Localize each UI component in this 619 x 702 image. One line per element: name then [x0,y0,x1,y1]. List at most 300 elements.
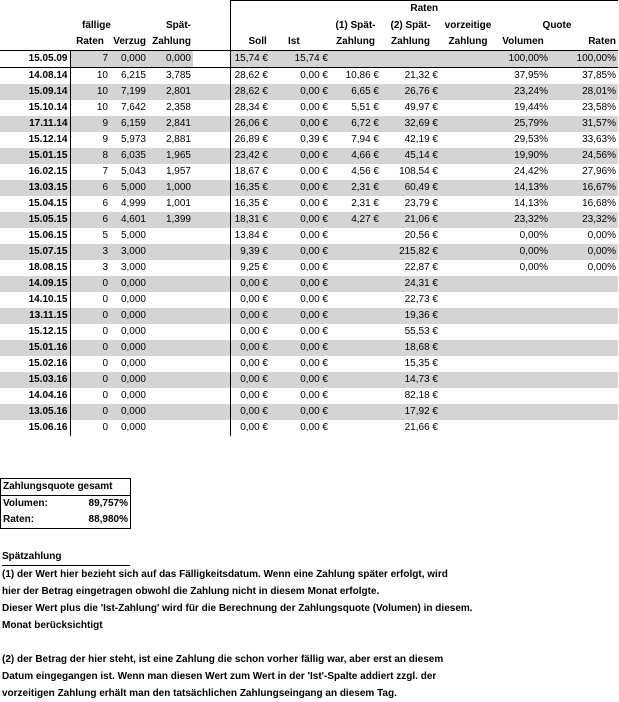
summary-volumen-label: Volumen: [3,498,48,509]
row-spaet: 1,000 [148,180,193,196]
table-row [0,116,618,132]
table-row [0,100,618,116]
row-date: 15.10.14 [0,100,70,116]
row-quote-volumen [496,276,550,292]
row-spaet2: 21,66 € [381,420,440,436]
row-date: 14.04.16 [0,388,70,404]
row-date: 15.12.14 [0,132,70,148]
note-line: Monat berücksichtigt [2,620,103,631]
row-ist: 0,00 € [270,404,330,420]
row-vorzeitige [440,276,496,292]
row-faellige: 0 [70,292,110,308]
row-spaet [148,388,193,404]
row-soll: 26,89 € [230,132,270,148]
row-soll: 28,62 € [230,67,270,84]
table-row [0,324,618,340]
row-spaet1: 4,27 € [330,212,381,228]
row-spaet1: 5,51 € [330,100,381,116]
row-vorzeitige [440,356,496,372]
row-quote-raten: 100,00% [550,50,618,67]
row-quote-volumen: 19,44% [496,100,550,116]
table-row [0,388,618,404]
row-spaet2: 15,35 € [381,356,440,372]
row-spaet [148,356,193,372]
row-quote-volumen [496,308,550,324]
row-spaet2: 22,87 € [381,260,440,276]
row-faellige: 3 [70,260,110,276]
row-vorzeitige [440,100,496,116]
table-row [0,404,618,420]
row-verzug: 7,642 [110,100,148,116]
row-vorzeitige [440,324,496,340]
row-ist: 0,00 € [270,244,330,260]
row-quote-raten: 31,57% [550,116,618,132]
row-ist: 0,00 € [270,196,330,212]
note-2 [2,651,612,702]
notes-title: Spätzahlung [2,548,130,566]
row-faellige: 0 [70,404,110,420]
row-date: 15.04.15 [0,196,70,212]
row-soll: 0,00 € [230,324,270,340]
row-ist: 0,00 € [270,324,330,340]
row-soll: 18,31 € [230,212,270,228]
row-spaet2 [381,50,440,67]
row-spaet1 [330,50,381,67]
row-verzug: 0,000 [110,50,148,67]
header-volumen: Volumen [496,34,550,51]
row-soll: 0,00 € [230,340,270,356]
row-date: 15.01.15 [0,148,70,164]
row-verzug: 0,000 [110,276,148,292]
row-vorzeitige [440,244,496,260]
row-quote-volumen: 0,00% [496,228,550,244]
row-date: 15.05.09 [0,50,70,67]
row-quote-raten [550,388,618,404]
row-spaet1 [330,308,381,324]
row-spaet2: 21,32 € [381,67,440,84]
row-quote-raten [550,308,618,324]
row-faellige: 0 [70,308,110,324]
row-faellige: 7 [70,164,110,180]
row-faellige: 0 [70,276,110,292]
row-ist: 0,00 € [270,276,330,292]
row-spaet1 [330,356,381,372]
row-spaet [148,292,193,308]
row-date: 15.09.14 [0,84,70,100]
row-quote-raten [550,372,618,388]
row-date: 18.08.15 [0,260,70,276]
table-row [0,84,618,100]
row-spaet: 2,841 [148,116,193,132]
row-soll: 13,84 € [230,228,270,244]
row-vorzeitige [440,292,496,308]
row-quote-raten: 23,58% [550,100,618,116]
row-verzug: 5,973 [110,132,148,148]
row-vorzeitige [440,228,496,244]
row-spaet2: 42,19 € [381,132,440,148]
row-vorzeitige [440,260,496,276]
row-faellige: 0 [70,324,110,340]
row-soll: 26,06 € [230,116,270,132]
row-soll: 16,35 € [230,196,270,212]
row-verzug: 0,000 [110,420,148,436]
row-verzug: 0,000 [110,308,148,324]
row-quote-raten [550,404,618,420]
row-verzug: 3,000 [110,260,148,276]
row-vorzeitige [440,388,496,404]
row-ist: 0,00 € [270,84,330,100]
row-quote-volumen: 19,90% [496,148,550,164]
row-quote-volumen [496,292,550,308]
row-ist: 0,00 € [270,292,330,308]
row-soll: 0,00 € [230,292,270,308]
row-soll: 0,00 € [230,420,270,436]
row-spaet: 1,957 [148,164,193,180]
row-faellige: 0 [70,420,110,436]
row-vorzeitige [440,67,496,84]
row-date: 15.07.15 [0,244,70,260]
row-date: 15.03.16 [0,372,70,388]
row-spaet2: 23,79 € [381,196,440,212]
row-spaet [148,324,193,340]
row-spaet [148,372,193,388]
summary-volumen-value: 89,757% [88,498,128,509]
row-vorzeitige [440,196,496,212]
row-quote-raten: 24,56% [550,148,618,164]
row-soll: 16,35 € [230,180,270,196]
row-quote-volumen [496,340,550,356]
row-faellige: 6 [70,212,110,228]
row-spaet2: 22,73 € [381,292,440,308]
row-spaet2: 55,53 € [381,324,440,340]
row-soll: 0,00 € [230,372,270,388]
row-faellige: 3 [70,244,110,260]
row-verzug: 7,199 [110,84,148,100]
row-spaet2: 82,18 € [381,388,440,404]
row-spaet1: 6,72 € [330,116,381,132]
note-line: hier der Betrag eingetragen obwohl die Zahlung nicht in diesem Monat erfolgte. [2,586,380,597]
row-date: 13.11.15 [0,308,70,324]
row-spaet1 [330,388,381,404]
row-verzug: 4,999 [110,196,148,212]
row-ist: 0,00 € [270,420,330,436]
row-spaet1: 2,31 € [330,196,381,212]
row-date: 15.02.16 [0,356,70,372]
row-soll: 0,00 € [230,308,270,324]
row-soll: 0,00 € [230,388,270,404]
row-vorzeitige [440,372,496,388]
row-date: 15.06.15 [0,228,70,244]
row-verzug: 0,000 [110,388,148,404]
row-quote-volumen: 23,24% [496,84,550,100]
row-faellige: 9 [70,132,110,148]
row-date: 15.12.15 [0,324,70,340]
table-row [0,292,618,308]
row-ist: 0,00 € [270,372,330,388]
header-ist: Ist [270,34,330,51]
row-vorzeitige [440,340,496,356]
row-spaet: 2,358 [148,100,193,116]
row-spaet [148,420,193,436]
row-spaet: 1,001 [148,196,193,212]
row-quote-raten: 27,96% [550,164,618,180]
row-vorzeitige [440,164,496,180]
row-quote-volumen [496,420,550,436]
row-quote-raten: 0,00% [550,260,618,276]
row-verzug: 0,000 [110,372,148,388]
row-soll: 9,25 € [230,260,270,276]
row-spaet2: 45,14 € [381,148,440,164]
row-spaet1 [330,260,381,276]
row-date: 13.05.16 [0,404,70,420]
row-spaet1 [330,244,381,260]
header-verzug: Verzug [110,34,148,51]
row-spaet2: 17,92 € [381,404,440,420]
table-row [0,244,618,260]
header-faellige-2: Raten [70,34,110,51]
table-row [0,308,618,324]
header-soll: Soll [230,34,270,51]
note-line: Datum eingegangen ist. Wenn man diesen Wert zum Wert in der 'Ist'-Spalte addiert zzgl. der [2,671,437,682]
header-spaet2-2: Zahlung [381,34,440,51]
row-quote-raten [550,276,618,292]
row-spaet2: 18,68 € [381,340,440,356]
row-verzug: 3,000 [110,244,148,260]
note-line: vorzeitigen Zahlung erhält man den tatsächlichen Zahlungseingang an diesem Tag. [2,688,397,699]
row-spaet1 [330,276,381,292]
row-verzug: 0,000 [110,356,148,372]
notes-section [2,548,612,702]
row-spaet1 [330,404,381,420]
group-header-raten: Raten [230,1,618,18]
row-date: 15.05.15 [0,212,70,228]
row-ist: 0,00 € [270,228,330,244]
row-vorzeitige [440,116,496,132]
row-soll: 0,00 € [230,356,270,372]
row-spaet: 1,965 [148,148,193,164]
header-spaet-2: Zahlung [148,34,193,51]
row-faellige: 9 [70,116,110,132]
table-row [0,212,618,228]
row-verzug: 5,000 [110,180,148,196]
header-faellige: fällige [70,18,148,34]
summary-box [0,478,131,529]
row-spaet2: 24,31 € [381,276,440,292]
row-faellige: 8 [70,148,110,164]
row-spaet2: 108,54 € [381,164,440,180]
row-ist: 0,00 € [270,308,330,324]
table-row [0,340,618,356]
row-spaet2: 215,82 € [381,244,440,260]
row-spaet1 [330,372,381,388]
row-verzug: 0,000 [110,404,148,420]
row-spaet1 [330,228,381,244]
row-faellige: 7 [70,50,110,67]
row-vorzeitige [440,132,496,148]
row-quote-raten: 16,68% [550,196,618,212]
table-row [0,148,618,164]
row-quote-raten [550,292,618,308]
row-ist: 0,00 € [270,164,330,180]
row-ist: 0,00 € [270,180,330,196]
row-ist: 0,00 € [270,212,330,228]
row-spaet2: 19,36 € [381,308,440,324]
row-spaet2: 49,97 € [381,100,440,116]
row-quote-volumen: 23,32% [496,212,550,228]
row-quote-raten [550,420,618,436]
row-ist: 0,00 € [270,148,330,164]
row-ist: 0,00 € [270,388,330,404]
row-quote-volumen: 0,00% [496,244,550,260]
row-quote-volumen: 100,00% [496,50,550,67]
row-ist: 0,00 € [270,67,330,84]
row-soll: 15,74 € [230,50,270,67]
row-date: 15.01.16 [0,340,70,356]
row-soll: 23,42 € [230,148,270,164]
row-ist: 0,00 € [270,340,330,356]
row-spaet2: 20,56 € [381,228,440,244]
table-row [0,228,618,244]
row-quote-raten [550,340,618,356]
header-spaet1: (1) Spät- [330,18,381,34]
header-spaet1-2: Zahlung [330,34,381,51]
note-line: Dieser Wert plus die 'Ist-Zahlung' wird für die Berechnung der Zahlungsquote (Volumen) in diesem. [2,603,473,614]
row-date: 15.06.16 [0,420,70,436]
row-quote-volumen [496,324,550,340]
row-verzug: 4,601 [110,212,148,228]
row-spaet: 1,399 [148,212,193,228]
table-row [0,132,618,148]
row-spaet1: 2,31 € [330,180,381,196]
row-spaet: 3,785 [148,67,193,84]
row-verzug: 6,159 [110,116,148,132]
row-quote-raten: 0,00% [550,244,618,260]
row-faellige: 0 [70,372,110,388]
row-quote-raten: 23,32% [550,212,618,228]
row-date: 14.09.15 [0,276,70,292]
table-row [0,276,618,292]
row-quote-volumen: 29,53% [496,132,550,148]
row-verzug: 0,000 [110,292,148,308]
row-vorzeitige [440,212,496,228]
row-vorzeitige [440,420,496,436]
row-verzug: 5,000 [110,228,148,244]
row-spaet1: 6,65 € [330,84,381,100]
header-vorzeitige: vorzeitige [440,18,496,34]
row-soll: 18,67 € [230,164,270,180]
row-vorzeitige [440,50,496,67]
row-faellige: 5 [70,228,110,244]
row-ist: 0,00 € [270,356,330,372]
row-ist: 15,74 € [270,50,330,67]
note-line: (2) der Betrag der hier steht, ist eine Zahlung die schon vorher fällig war, aber erst an diesem [2,654,444,665]
row-spaet1 [330,324,381,340]
row-spaet2: 14,73 € [381,372,440,388]
row-faellige: 6 [70,196,110,212]
row-quote-raten: 16,67% [550,180,618,196]
row-quote-volumen: 14,13% [496,180,550,196]
row-spaet [148,260,193,276]
row-ist: 0,39 € [270,132,330,148]
row-spaet [148,244,193,260]
row-quote-volumen [496,388,550,404]
row-ist: 0,00 € [270,260,330,276]
row-verzug: 6,035 [110,148,148,164]
header-raten: Raten [550,34,618,51]
row-vorzeitige [440,308,496,324]
row-faellige: 0 [70,340,110,356]
row-spaet1 [330,420,381,436]
row-spaet: 0,000 [148,50,193,67]
row-soll: 28,34 € [230,100,270,116]
table-row [0,164,618,180]
row-date: 17.11.14 [0,116,70,132]
row-spaet2: 32,69 € [381,116,440,132]
header-spaet2: (2) Spät- [381,18,440,34]
header-quote: Quote [496,18,618,34]
row-verzug: 0,000 [110,324,148,340]
row-soll: 9,39 € [230,244,270,260]
row-quote-volumen [496,356,550,372]
row-spaet1: 10,86 € [330,67,381,84]
table-row [0,180,618,196]
note-line: (1) der Wert hier bezieht sich auf das Fälligkeitsdatum. Wenn eine Zahlung später erfolgt, wird [2,569,448,580]
row-vorzeitige [440,148,496,164]
row-faellige: 10 [70,100,110,116]
row-faellige: 10 [70,84,110,100]
row-quote-volumen: 37,95% [496,67,550,84]
summary-raten-value: 88,980% [88,514,128,525]
row-spaet1: 7,94 € [330,132,381,148]
row-spaet1: 4,66 € [330,148,381,164]
row-spaet2: 21,06 € [381,212,440,228]
row-quote-raten: 33,63% [550,132,618,148]
header-vorzeitige-2: Zahlung [440,34,496,51]
row-ist: 0,00 € [270,100,330,116]
row-date: 16.02.15 [0,164,70,180]
first-row [0,50,618,67]
header-spaet: Spät- [148,18,193,34]
table-row [0,420,618,436]
row-soll: 0,00 € [230,276,270,292]
row-quote-raten [550,356,618,372]
row-date: 13.03.15 [0,180,70,196]
row-spaet2: 60,49 € [381,180,440,196]
row-faellige: 0 [70,356,110,372]
row-quote-volumen: 0,00% [496,260,550,276]
row-spaet1: 4,56 € [330,164,381,180]
table-row [0,196,618,212]
summary-title: Zahlungsquote gesamt [1,479,131,496]
summary-raten-label: Raten: [3,514,35,525]
row-quote-volumen: 25,79% [496,116,550,132]
table-row [0,372,618,388]
row-quote-volumen [496,372,550,388]
row-spaet2: 26,76 € [381,84,440,100]
row-quote-volumen [496,404,550,420]
table-row [0,260,618,276]
note-1 [2,566,612,634]
row-spaet: 2,881 [148,132,193,148]
row-verzug: 5,043 [110,164,148,180]
row-spaet [148,340,193,356]
row-faellige: 6 [70,180,110,196]
row-vorzeitige [440,180,496,196]
row-ist: 0,00 € [270,116,330,132]
row-spaet [148,404,193,420]
row-faellige: 0 [70,388,110,404]
row-vorzeitige [440,404,496,420]
